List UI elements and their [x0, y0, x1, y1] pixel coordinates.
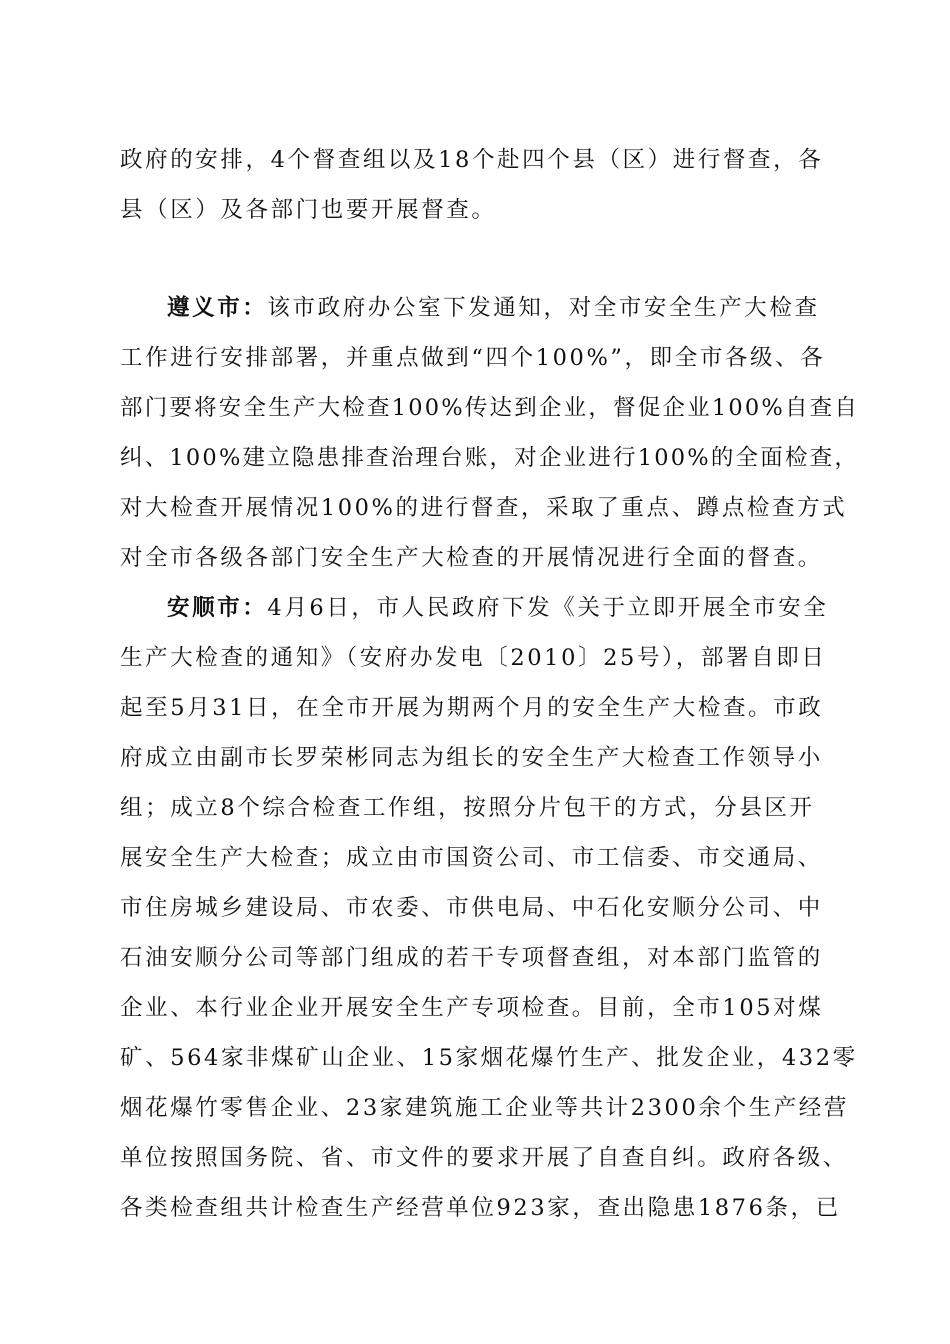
- paragraph-anshun-line-7: 市住房城乡建设局、市农委、市供电局、中石化安顺分公司、中: [120, 895, 823, 921]
- paragraph-zunyi-line-6: 对全市各级各部门安全生产大检查的开展情况进行全面的督查。: [120, 545, 823, 571]
- paragraph-anshun-line-13: 各类检查组共计检查生产经营单位923家，查出隐患1876条，已: [120, 1195, 841, 1221]
- paragraph-anshun-line-1: [167, 588, 867, 628]
- paragraph-anshun-lead: 安顺市：: [167, 595, 268, 621]
- paragraph-zunyi-line-5: 对大检查开展情况100%的进行督查，采取了重点、蹲点检查方式: [120, 495, 848, 521]
- paragraph-anshun-line-4: 府成立由副市长罗荣彬同志为组长的安全生产大检查工作领导小: [120, 745, 823, 771]
- paragraph-zunyi-line-4: 纠、100%建立隐患排查治理台账，对企业进行100%的全面检查，: [120, 445, 860, 471]
- paragraph-anshun-line-5: 组；成立8个综合检查工作组，按照分片包干的方式，分县区开: [120, 795, 815, 821]
- paragraph-anshun-line-12: 单位按照国务院、省、市文件的要求开展了自查自纠。政府各级、: [120, 1145, 848, 1171]
- paragraph-1-line-2: 县（区）及各部门也要开展督查。: [120, 197, 497, 223]
- paragraph-zunyi-line-1: [167, 288, 867, 328]
- paragraph-zunyi-lead: 遵义市：: [167, 295, 268, 321]
- paragraph-anshun-text-1: 4月6日，市人民政府下发《关于立即开展全市安全: [267, 595, 829, 621]
- paragraph-zunyi-line-2: 工作进行安排部署，并重点做到“四个100%”，即全市各级、各: [120, 345, 826, 371]
- paragraph-anshun-line-2: 生产大检查的通知》（安府办发电〔2010〕25号），部署自即日: [120, 645, 827, 671]
- paragraph-anshun-line-9: 企业、本行业企业开展安全生产专项检查。目前，全市105对煤: [120, 995, 824, 1021]
- paragraph-zunyi-line-3: 部门要将安全生产大检查100%传达到企业，督促企业100%自查自: [120, 395, 860, 421]
- paragraph-anshun-line-6: 展安全生产大检查；成立由市国资公司、市工信委、市交通局、: [120, 845, 823, 871]
- paragraph-anshun-line-10: 矿、564家非煤矿山企业、15家烟花爆竹生产、批发企业，432零: [120, 1045, 858, 1071]
- paragraph-anshun-line-8: 石油安顺分公司等部门组成的若干专项督查组，对本部门监管的: [120, 945, 823, 971]
- paragraph-anshun-line-3: 起至5月31日，在全市开展为期两个月的安全生产大检查。市政: [120, 695, 824, 721]
- paragraph-1-line-1: 政府的安排，4个督查组以及18个赴四个县（区）进行督查，各: [120, 147, 824, 173]
- paragraph-zunyi-text-1: 该市政府办公室下发通知，对全市安全生产大检查: [267, 295, 820, 321]
- paragraph-anshun-line-11: 烟花爆竹零售企业、23家建筑施工企业等共计2300余个生产经营: [120, 1095, 849, 1121]
